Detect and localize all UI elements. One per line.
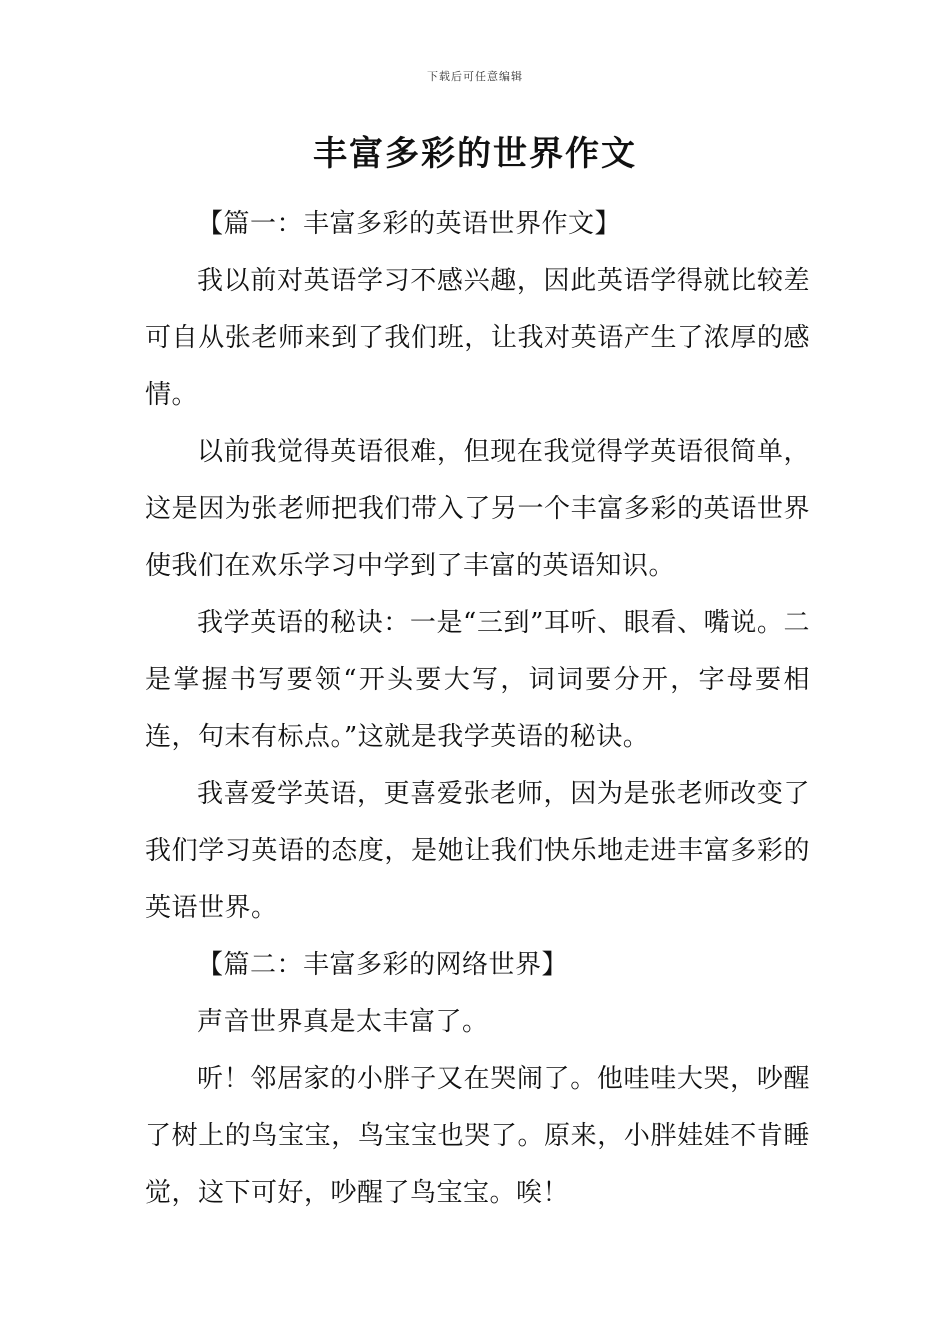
page-header-note: 下载后可任意编辑 bbox=[427, 70, 523, 83]
document-body bbox=[145, 196, 810, 1222]
paragraph: 声音世界真是太丰富了。 bbox=[197, 1007, 489, 1037]
section-heading-2: 【篇二：丰富多彩的网络世界】 bbox=[197, 950, 569, 980]
paragraph: 我以前对英语学习不感兴趣，因此英语学得就比较差可自从张老师来到了我们班，让我对英语产生了浓厚的感情。 bbox=[145, 266, 810, 410]
paragraph: 听！邻居家的小胖子又在哭闹了。他哇哇大哭，吵醒了树上的鸟宝宝，鸟宝宝也哭了。原来，小胖娃娃不肯睡觉，这下可好，吵醒了鸟宝宝。唉！ bbox=[145, 1064, 810, 1208]
paragraph: 我学英语的秘诀：一是“三到”耳听、眼看、嘴说。二是掌握书写要领“开头要大写，词词要分开，字母要相连，句末有标点。”这就是我学英语的秘诀。 bbox=[145, 608, 810, 752]
section-heading-1: 【篇一：丰富多彩的英语世界作文】 bbox=[197, 209, 622, 239]
document-title: 丰富多彩的世界作文 bbox=[313, 134, 637, 174]
paragraph: 我喜爱学英语，更喜爱张老师，因为是张老师改变了我们学习英语的态度，是她让我们快乐地走进丰富多彩的英语世界。 bbox=[145, 779, 810, 923]
paragraph: 以前我觉得英语很难，但现在我觉得学英语很简单，这是因为张老师把我们带入了另一个丰富多彩的英语世界使我们在欢乐学习中学到了丰富的英语知识。 bbox=[145, 437, 810, 581]
